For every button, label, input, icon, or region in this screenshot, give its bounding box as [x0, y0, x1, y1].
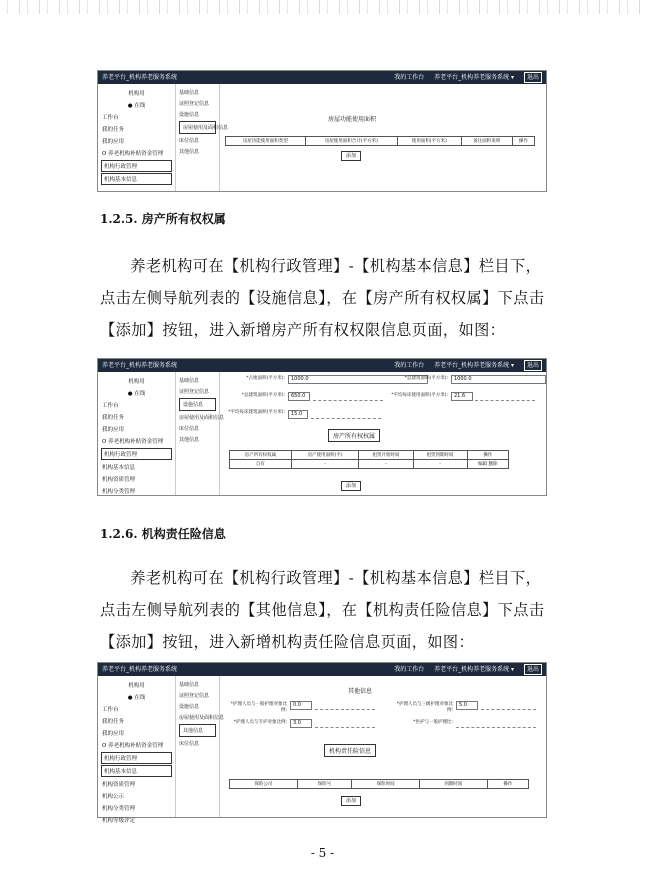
insurance-table	[229, 779, 529, 789]
avg-bed-area-input[interactable]: 21.6	[451, 392, 473, 401]
table-cell: -	[291, 460, 359, 469]
sidebar-user: 机构用	[128, 91, 145, 97]
building-area-input[interactable]: 1000.0	[451, 375, 546, 384]
table-header-cell: 保险时间	[352, 780, 420, 789]
subnav-bed[interactable]: 床位信息	[179, 426, 200, 432]
sidebar-item-funding[interactable]: O 养老机构补贴资金管理	[102, 151, 164, 157]
area-table	[225, 136, 535, 146]
row-actions[interactable]: 编辑 删除	[467, 460, 508, 469]
sidebar-user: 机构用	[128, 683, 145, 689]
table-header-cell: 操作	[487, 780, 528, 789]
input-underline	[311, 418, 381, 419]
topbar-system-select[interactable]: 养老平台_机构养老服务系统 ▾	[434, 74, 515, 81]
sidebar-item-tasks[interactable]: 我的任务	[102, 127, 125, 133]
sidebar-user-status: ● 在线	[127, 391, 146, 397]
subnav-bed[interactable]: 床位信息	[179, 741, 200, 747]
sidebar-item-basic-info[interactable]: 机构基本信息	[101, 173, 172, 185]
subnav-other[interactable]: 其他信息	[179, 437, 200, 443]
main-content	[223, 84, 540, 191]
avg-bed-building-input[interactable]: 15.0	[288, 410, 308, 419]
subnav-basic[interactable]: 基础信息	[179, 378, 200, 384]
table-header-cell: 房屋使用面积合计(平方米)	[305, 137, 397, 146]
sidebar-item-notice[interactable]: 机构公示	[102, 794, 125, 800]
sidebar	[98, 676, 176, 824]
screenshot-liability-insurance	[97, 662, 547, 824]
subnav-other[interactable]: 其他信息	[179, 724, 216, 737]
sidebar-user: 机构用	[128, 379, 145, 385]
subnav-room-usage[interactable]: 房屋使用及面积信息	[179, 121, 216, 134]
subnav-license[interactable]: 证照登记信息	[179, 693, 210, 699]
table-header-cell: 操作	[467, 451, 508, 460]
sidebar-item-category[interactable]: 机构分类管理	[102, 806, 136, 812]
sub-navigation	[176, 372, 225, 495]
screenshot-property-ownership	[97, 358, 547, 496]
subnav-license[interactable]: 证照登记信息	[179, 389, 210, 395]
section-heading-1: 1.2.5. 房产所有权权属	[100, 212, 226, 226]
sidebar-item-funding[interactable]: O 养老机构补贴资金管理	[102, 439, 164, 445]
add-button[interactable]: 添加	[341, 796, 361, 806]
app-title: 养老平台_机构养老服务系统	[102, 362, 178, 369]
logout-button[interactable]: 退出	[524, 664, 542, 675]
topbar-workbench-link[interactable]: 我的工作台	[394, 74, 425, 81]
topbar-workbench-link[interactable]: 我的工作台	[394, 666, 425, 673]
subnav-basic[interactable]: 基础信息	[179, 682, 200, 688]
topbar-system-select[interactable]: 养老平台_机构养老服务系统 ▾	[434, 666, 515, 673]
field-label: *总建筑面积(平方米):	[241, 393, 285, 398]
table-cell: 自有	[230, 460, 292, 469]
app-title: 养老平台_机构养老服务系统	[102, 74, 178, 81]
subnav-room-usage[interactable]: 房屋使用及面积信息	[179, 715, 225, 721]
table-header-cell: 使用面积(平方米)	[398, 137, 462, 146]
sidebar-item-apps[interactable]: 我的应用	[102, 139, 125, 145]
field-label: *平均每床建筑面积(平方米):	[228, 410, 285, 415]
table-header-cell: 房产所有权权属	[230, 451, 292, 460]
app-title: 养老平台_机构养老服务系统	[102, 666, 178, 673]
sidebar-item-basic-info[interactable]: 机构基本信息	[102, 465, 136, 471]
sidebar-item-apps[interactable]: 我的应用	[102, 731, 125, 737]
sidebar-item-qualification[interactable]: 机构资质管理	[102, 477, 136, 483]
subnav-other[interactable]: 其他信息	[179, 149, 200, 155]
input-underline	[481, 709, 536, 710]
topbar-system-select[interactable]: 养老平台_机构养老服务系统 ▾	[434, 362, 515, 369]
ownership-table	[229, 450, 509, 469]
table-cell: -	[413, 460, 467, 469]
sidebar-item-qualification[interactable]: 机构资质管理	[102, 782, 136, 788]
paragraph-2: 养老机构可在【机构行政管理】-【机构基本信息】栏目下，点击左侧导航列表的【其他信息】，在【机构责任险信息】下点击【添加】按钮，进入新增机构责任险信息页面，如图：	[100, 569, 545, 651]
table-header-cell: 操作	[512, 137, 534, 146]
subnav-room-usage[interactable]: 房屋使用及面积信息	[179, 415, 225, 421]
input-underline	[315, 709, 375, 710]
section-title: 机构责任险信息	[324, 744, 376, 757]
table-header-cell: 备注面积说明	[461, 137, 512, 146]
table-header-cell: 保险号	[297, 780, 351, 789]
sidebar-item-workbench[interactable]: 工作台	[102, 115, 119, 121]
section-title: 房产所有权权属	[328, 429, 380, 442]
land-area-input[interactable]: 1000.0	[288, 375, 428, 384]
field-label: *占地面积(平方米):	[246, 376, 285, 381]
sidebar-item-category[interactable]: 机构分类管理	[102, 489, 136, 495]
section-title: 房屋功能使用面积	[328, 116, 377, 123]
nurse-level3-ratio-input[interactable]: 5.0	[456, 701, 478, 710]
input-underline	[456, 727, 536, 728]
field-label: *护理人员与三级护理对象比例:	[396, 702, 453, 713]
field-label: *护理人员与一般护理对象比例:	[230, 702, 287, 713]
sidebar-item-tasks[interactable]: 我的任务	[102, 719, 125, 725]
field-label: *平均每床使用面积(平方米):	[391, 393, 448, 398]
input-underline	[313, 400, 383, 401]
subnav-facility[interactable]: 设施信息	[179, 112, 200, 118]
subnav-basic[interactable]: 基础信息	[179, 90, 200, 96]
screenshot-facility-area	[97, 70, 547, 192]
sidebar-item-workbench[interactable]: 工作台	[102, 707, 119, 713]
field-label: *总建筑面积(平方米):	[404, 376, 448, 381]
app-topbar	[98, 359, 546, 372]
sidebar-item-funding[interactable]: O 养老机构补贴资金管理	[102, 743, 164, 749]
app-topbar	[98, 71, 546, 84]
nurse-special-ratio-input[interactable]: 3.0	[290, 719, 312, 728]
field-label: *护理人员与专护对象比例:	[233, 720, 287, 725]
table-header-row	[226, 137, 535, 146]
topbar-workbench-link[interactable]: 我的工作台	[394, 362, 425, 369]
nurse-general-ratio-input[interactable]: 0.0	[290, 701, 312, 710]
page-number: - 5 -	[310, 846, 335, 860]
table-header-cell: 租赁到期时间	[413, 451, 467, 460]
table-header-cell: 房产使用面积(平)	[291, 451, 359, 460]
table-header-row	[230, 451, 509, 460]
subnav-facility[interactable]: 设施信息	[179, 398, 216, 411]
sidebar-item-apps[interactable]: 我的应用	[102, 427, 125, 433]
table-header-cell: 租赁开始时间	[359, 451, 413, 460]
main-content	[223, 372, 540, 495]
sub-navigation	[176, 84, 229, 191]
total-area-input[interactable]: 650.0	[288, 392, 310, 401]
logout-button[interactable]: 退出	[524, 72, 542, 83]
subnav-facility[interactable]: 设施信息	[179, 704, 200, 710]
sidebar	[98, 84, 176, 191]
sub-navigation	[176, 676, 225, 817]
sidebar-user-status: ● 在线	[127, 103, 146, 109]
section-heading-2: 1.2.6. 机构责任险信息	[100, 527, 226, 541]
table-header-cell: 保险公司	[230, 780, 298, 789]
paragraph-1: 养老机构可在【机构行政管理】-【机构基本信息】栏目下，点击左侧导航列表的【设施信息】，在【房产所有权权属】下点击【添加】按钮，进入新增房产所有权权限信息页面，如图：	[100, 257, 545, 339]
field-label: *医护与一般护理比:	[413, 720, 453, 725]
add-button[interactable]: 添加	[341, 481, 361, 491]
input-underline	[315, 727, 375, 728]
table-header-cell: 房屋功能使用面积类型	[226, 137, 306, 146]
table-cell: -	[359, 460, 413, 469]
logout-button[interactable]: 退出	[524, 360, 542, 371]
sidebar	[98, 372, 176, 495]
sidebar-item-admin[interactable]: 机构行政管理	[101, 752, 172, 764]
input-underline	[475, 400, 535, 401]
scan-noise	[0, 0, 645, 14]
sidebar-item-admin[interactable]: 机构行政管理	[101, 448, 172, 460]
add-button[interactable]: 添加	[341, 151, 361, 161]
sidebar-item-workbench[interactable]: 工作台	[102, 403, 119, 409]
sidebar-item-tasks[interactable]: 我的任务	[102, 415, 125, 421]
app-topbar	[98, 663, 546, 676]
subnav-bed[interactable]: 床位信息	[179, 138, 200, 144]
table-header-cell: 到期时间	[419, 780, 487, 789]
table-header-row	[230, 780, 529, 789]
sidebar-user-status: ● 在线	[127, 695, 146, 701]
table-row	[230, 460, 509, 469]
sidebar-item-basic-info[interactable]: 机构基本信息	[101, 765, 172, 777]
subnav-license[interactable]: 证照登记信息	[179, 101, 210, 107]
sidebar-item-admin[interactable]: 机构行政管理	[101, 160, 172, 172]
main-content	[223, 676, 540, 817]
sidebar-item-rating[interactable]: 机构等级评定	[102, 818, 136, 824]
section-title: 其他信息	[348, 688, 373, 695]
